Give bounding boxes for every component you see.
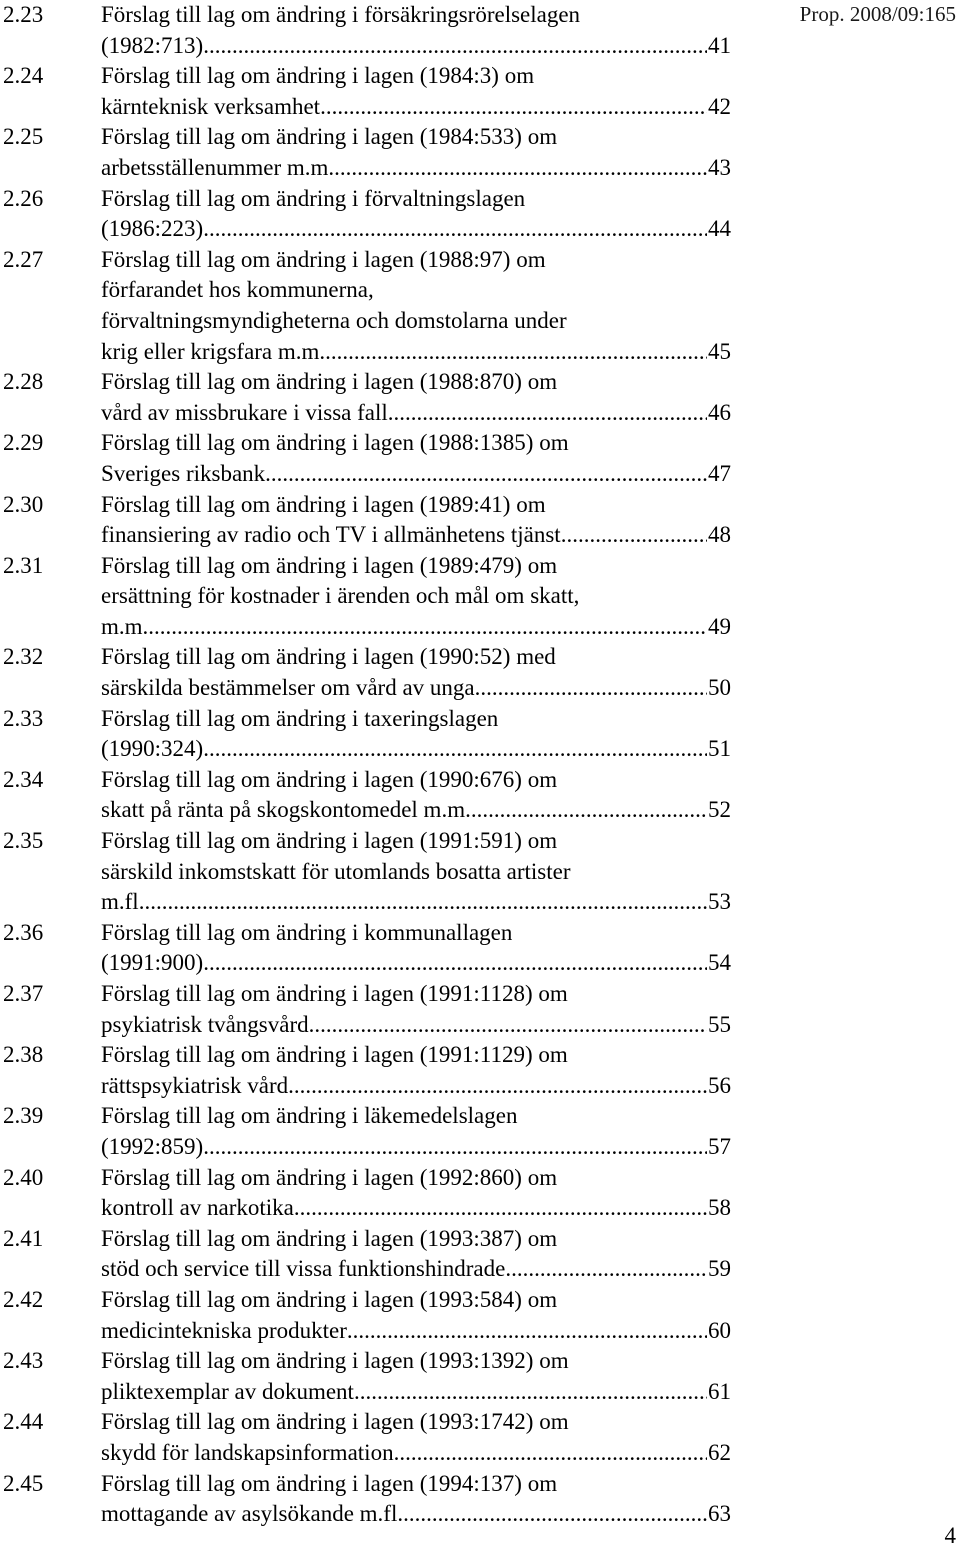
toc-entry-body (101, 765, 731, 826)
toc-entry-number: 2.28 (3, 369, 44, 395)
dot-leader (394, 1438, 707, 1469)
toc-entry[interactable] (3, 428, 733, 489)
toc-entry-page[interactable]: 52 (708, 797, 731, 823)
toc-entry-number: 2.30 (3, 491, 44, 517)
toc-entry-number: 2.37 (3, 981, 44, 1006)
toc-entry[interactable] (3, 1346, 733, 1407)
toc-entry-title-line: stöd och service till vissa funktionshindrade (101, 1256, 506, 1282)
toc-entry-number: 2.24 (3, 63, 44, 89)
toc-entry-title-line: m.fl. (101, 889, 145, 915)
toc-entry-title-line: förvaltningsmyndigheterna och domstolarna under (101, 307, 567, 333)
toc-entry[interactable] (3, 0, 733, 61)
toc-entry-body (101, 1469, 731, 1530)
toc-entry-page[interactable]: 54 (708, 950, 731, 976)
toc-entry-number: 2.27 (3, 246, 44, 272)
toc-entry-title-line: Förslag till lag om ändring i läkemedelslagen (101, 1103, 518, 1129)
dot-leader (265, 459, 707, 490)
dot-leader (144, 887, 707, 918)
toc-entry-last-line (101, 1377, 731, 1408)
toc-entry-title-line: Förslag till lag om ändring i lagen (1984:3) om (101, 63, 535, 89)
toc-entry-page[interactable]: 61 (708, 1378, 731, 1404)
toc-entry-body (101, 490, 731, 551)
toc-entry-title-line: finansiering av radio och TV i allmänhetens tjänst (101, 522, 561, 548)
toc-entry[interactable] (3, 245, 733, 367)
toc-entry[interactable] (3, 826, 733, 918)
toc-entry-page[interactable]: 51 (708, 736, 731, 762)
toc-entry[interactable] (3, 184, 733, 245)
dot-leader (203, 948, 707, 979)
toc-entry-number: 2.36 (3, 919, 44, 945)
dot-leader (203, 31, 707, 62)
toc-entry-title-line: ersättning för kostnader i ärenden och mål om skatt, (101, 583, 580, 609)
toc-entry-number: 2.44 (3, 1409, 44, 1435)
toc-entry-last-line (101, 1010, 731, 1041)
toc-entry-body (101, 979, 731, 1040)
dot-leader (347, 1316, 707, 1347)
dot-leader (388, 398, 707, 429)
toc-entry-page[interactable]: 57 (708, 1133, 731, 1159)
toc-entry-body (101, 1407, 731, 1468)
toc-entry[interactable] (3, 1469, 733, 1530)
toc-entry-last-line (101, 887, 731, 918)
toc-entry[interactable] (3, 551, 733, 643)
toc-entry-page[interactable]: 46 (708, 399, 731, 425)
dot-leader (354, 1377, 707, 1408)
dot-leader (288, 1071, 707, 1102)
dot-leader (294, 1193, 707, 1224)
dot-leader (203, 734, 707, 765)
toc-entry-number: 2.35 (3, 828, 44, 854)
toc-entry-body (101, 245, 731, 367)
toc-entry-body (101, 642, 731, 703)
toc-entry-body (101, 61, 731, 122)
toc-entry-number: 2.43 (3, 1348, 44, 1374)
toc-entry-last-line (101, 92, 731, 123)
toc-entry[interactable] (3, 918, 733, 979)
toc-entry-title-line: Förslag till lag om ändring i lagen (1991:1129) om (101, 1042, 568, 1068)
toc-entry-page[interactable]: 50 (708, 675, 731, 701)
toc-entry-number: 2.39 (3, 1103, 44, 1129)
toc-entry-number: 2.31 (3, 552, 44, 578)
toc-entry-number: 2.23 (3, 2, 44, 27)
toc-entry-title-line: (1992:859) (101, 1133, 204, 1159)
toc-entry-body (101, 918, 731, 979)
dot-leader (475, 673, 707, 704)
toc-entry-body (101, 1224, 731, 1285)
toc-entry[interactable] (3, 704, 733, 765)
toc-entry-title-line: Förslag till lag om ändring i lagen (1990:676) om (101, 766, 558, 792)
toc-entry-page[interactable]: 42 (708, 93, 731, 119)
toc-entry-number: 2.40 (3, 1164, 44, 1190)
toc-entry-title-line: rättspsykiatrisk vård (101, 1072, 289, 1098)
toc-entry[interactable] (3, 765, 733, 826)
toc-entry-title-line: Förslag till lag om ändring i lagen (1993:387) om (101, 1225, 558, 1251)
toc-entry-number: 2.29 (3, 430, 44, 456)
toc-entry-last-line (101, 1071, 731, 1102)
toc-entry-page[interactable]: 58 (708, 1195, 731, 1221)
toc-entry[interactable] (3, 1224, 733, 1285)
toc-entry-last-line (101, 612, 731, 643)
toc-entry-body (101, 1040, 731, 1101)
dot-leader (471, 795, 707, 826)
dot-leader (203, 214, 707, 245)
toc-entry-title-line: Förslag till lag om ändring i lagen (1993:584) om (101, 1286, 558, 1312)
toc-entry-page[interactable]: 55 (708, 1011, 731, 1037)
dot-leader (561, 520, 707, 551)
toc-entry-number: 2.26 (3, 185, 44, 211)
dot-leader (505, 1254, 707, 1285)
toc-entry-title-line: psykiatrisk tvångsvård (101, 1011, 309, 1037)
toc-entry-page[interactable]: 62 (708, 1439, 731, 1465)
toc-entry-title-line: Förslag till lag om ändring i lagen (1988:870) om (101, 369, 558, 395)
toc-entry-title-line: pliktexemplar av dokument (101, 1378, 354, 1404)
toc-entry-title-line: skydd för landskapsinformation (101, 1439, 394, 1465)
toc-entry-title-line: Förslag till lag om ändring i försäkringsrörelselagen (101, 2, 581, 27)
toc-entry-number: 2.32 (3, 644, 44, 670)
toc-entry[interactable] (3, 642, 733, 703)
toc-entry-page[interactable]: 47 (708, 460, 731, 486)
toc-entry-title-line: Förslag till lag om ändring i lagen (1993:1392) om (101, 1348, 569, 1374)
toc-entry-title-line: kärnteknisk verksamhet (101, 93, 321, 119)
toc-entry-title-line: Förslag till lag om ändring i lagen (1984:533) om (101, 124, 558, 150)
toc-entry-title-line: (1982:713) (101, 32, 204, 58)
toc-entry-title-line: förfarandet hos kommunerna, (101, 277, 374, 303)
toc-entry[interactable] (3, 1407, 733, 1468)
toc-entry-page[interactable]: 45 (708, 338, 731, 364)
toc-entry-last-line (101, 398, 731, 429)
toc-entry-body (101, 1346, 731, 1407)
toc-entry-last-line (101, 1254, 731, 1285)
toc-entry-body (101, 0, 731, 61)
toc-entry-title-line: Förslag till lag om ändring i lagen (1993:1742) om (101, 1409, 569, 1435)
toc-entry[interactable] (3, 1040, 733, 1101)
toc-entry-number: 2.41 (3, 1225, 44, 1251)
toc-entry[interactable] (3, 61, 733, 122)
toc-entry[interactable] (3, 1101, 733, 1162)
toc-entry-number: 2.38 (3, 1042, 44, 1068)
toc-entry-title-line: krig eller krigsfara m.m. (101, 338, 326, 364)
toc-entry-last-line (101, 214, 731, 245)
dot-leader (203, 1132, 707, 1163)
toc-entry-last-line (101, 459, 731, 490)
toc-entry-title-line: särskilda bestämmelser om vård av unga (101, 675, 475, 701)
toc-entry-page[interactable]: 56 (708, 1072, 731, 1098)
toc-entry-body (101, 1101, 731, 1162)
toc-entry-body (101, 704, 731, 765)
toc-entry-page[interactable]: 41 (708, 32, 731, 58)
toc-entry-page[interactable]: 43 (708, 154, 731, 180)
toc-entry[interactable] (3, 1285, 733, 1346)
toc-entry-title-line: arbetsställenummer m.m. (101, 154, 335, 180)
toc-entry-body (101, 367, 731, 428)
dot-leader (320, 92, 707, 123)
toc-entry-last-line (101, 1132, 731, 1163)
toc-entry-title-line: skatt på ränta på skogskontomedel m.m. (101, 797, 471, 823)
toc-entry[interactable] (3, 367, 733, 428)
toc-entry-title-line: Förslag till lag om ändring i förvaltningslagen (101, 185, 526, 211)
toc-entry-last-line (101, 337, 731, 368)
toc-entry-number: 2.33 (3, 705, 44, 731)
toc-entry-title-line: (1990:324) (101, 736, 204, 762)
toc-entry-last-line (101, 31, 731, 62)
toc-entry-body (101, 826, 731, 918)
toc-entry[interactable] (3, 490, 733, 551)
toc-entry-last-line (101, 1499, 731, 1530)
toc-entry-last-line (101, 1193, 731, 1224)
toc-entry-title-line: Förslag till lag om ändring i lagen (1992:860) om (101, 1164, 558, 1190)
toc-entry-page[interactable]: 48 (708, 522, 731, 548)
toc-entry-title-line: Förslag till lag om ändring i lagen (1990:52) med (101, 644, 556, 670)
toc-entry[interactable] (3, 122, 733, 183)
toc-entry-title-line: Förslag till lag om ändring i lagen (1991:1128) om (101, 981, 568, 1006)
toc-entry-page[interactable]: 49 (708, 613, 731, 639)
toc-entry-title-line: Förslag till lag om ändring i lagen (1988:97) om (101, 246, 546, 272)
toc-entry-body (101, 1163, 731, 1224)
toc-entry-title-line: kontroll av narkotika (101, 1195, 294, 1221)
toc-entry-number: 2.25 (3, 124, 44, 150)
toc-entry-title-line: (1986:223) (101, 216, 204, 242)
toc-entry[interactable] (3, 1163, 733, 1224)
toc-entry-body (101, 122, 731, 183)
toc-entry-last-line (101, 1438, 731, 1469)
toc-entry-last-line (101, 520, 731, 551)
toc-entry-last-line (101, 673, 731, 704)
toc-entry-title-line: mottagande av asylsökande m.fl. (101, 1501, 404, 1527)
toc-entry-title-line: Förslag till lag om ändring i lagen (1991:591) om (101, 828, 558, 854)
toc-entry-title-line: m.m. (101, 613, 149, 639)
toc-entry-number: 2.34 (3, 766, 44, 792)
toc-entry-last-line (101, 153, 731, 184)
toc-entry-body (101, 1285, 731, 1346)
toc-entry-number: 2.45 (3, 1470, 44, 1496)
toc-entry-page[interactable]: 60 (708, 1317, 731, 1343)
page-number: 4 (944, 1523, 956, 1548)
toc-entry-number: 2.42 (3, 1286, 44, 1312)
toc-entry-title-line: Förslag till lag om ändring i lagen (1989:479) om (101, 552, 558, 578)
toc-entry-title-line: Förslag till lag om ändring i kommunallagen (101, 919, 513, 945)
toc-entry-title-line: Förslag till lag om ändring i taxeringslagen (101, 705, 499, 731)
toc-entry-title-line: (1991:900) (101, 950, 204, 976)
toc-entry-title-line: vård av missbrukare i vissa fall (101, 399, 388, 425)
table-of-contents (3, 0, 733, 1530)
toc-entry-title-line: Förslag till lag om ändring i lagen (1994:137) om (101, 1470, 558, 1496)
dot-leader (403, 1499, 707, 1530)
toc-entry-page[interactable]: 53 (708, 889, 731, 915)
toc-entry-page[interactable]: 59 (708, 1256, 731, 1282)
toc-entry-title-line: särskild inkomstskatt för utomlands bosatta artister (101, 858, 571, 884)
toc-entry-title-line: medicintekniska produkter (101, 1317, 347, 1343)
toc-entry-title-line: Förslag till lag om ändring i lagen (1989:41) om (101, 491, 546, 517)
toc-entry-last-line (101, 948, 731, 979)
toc-entry-body (101, 184, 731, 245)
toc-entry-last-line (101, 1316, 731, 1347)
toc-entry-last-line (101, 734, 731, 765)
document-header: Prop. 2008/09:165 (799, 2, 956, 26)
toc-entry-title-line: Förslag till lag om ändring i lagen (1988:1385) om (101, 430, 569, 456)
toc-entry-body (101, 551, 731, 643)
toc-entry-page[interactable]: 63 (708, 1501, 731, 1527)
dot-leader (334, 153, 707, 184)
toc-entry-last-line (101, 795, 731, 826)
dot-leader (148, 612, 707, 643)
toc-entry-body (101, 428, 731, 489)
dot-leader (309, 1010, 707, 1041)
toc-entry[interactable] (3, 979, 733, 1040)
toc-entry-title-line: Sveriges riksbank (101, 460, 266, 486)
dot-leader (325, 337, 707, 368)
toc-entry-page[interactable]: 44 (708, 216, 731, 242)
